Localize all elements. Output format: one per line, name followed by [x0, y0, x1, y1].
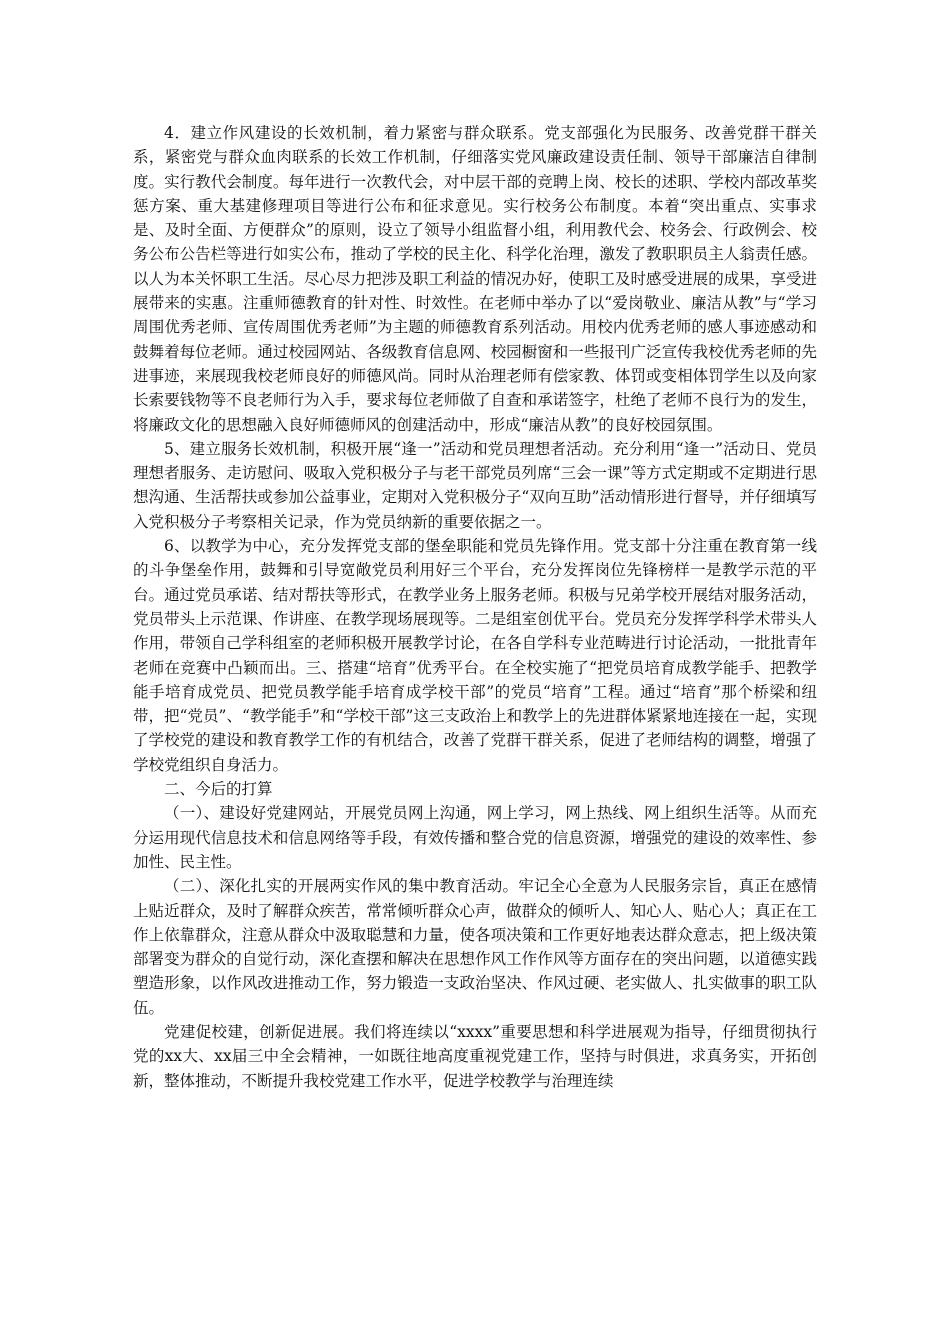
document-body	[133, 121, 817, 1093]
paragraph-item-6: 6、以教学为中心，充分发挥党支部的堡垒职能和党员先锋作用。党支部十分注重在教育第一线的斗争堡垒作用，鼓舞和引导宽敞党员利用好三个平台，充分发挥岗位先锋榜样一是教学示范的平台。通过党员承诺、结对帮扶等形式，在教学业务上服务老师。积极与兄弟学校开展结对服务活动，党员带头上示范课、作讲座、在教学现场展现等。二是组室创优平台。党员充分发挥学科学术带头人作用，带领自己学科组室的老师积极开展教学讨论，在各自学科专业范畴进行讨论活动，一批批青年老师在竞赛中凸颖而出。三、搭建“培育”优秀平台。在全校实施了“把党员培育成教学能手、把教学能手培育成党员、把党员教学能手培育成学校干部”的党员“培育”工程。通过“培育”那个桥梁和纽带，把“党员”、“教学能手”和“学校干部”这三支政治上和教学上的先进群体紧紧地连接在一起，实现了学校党的建设和教育教学工作的有机结合，改善了党群干群关系，促进了老师结构的调整，增强了学校党组织自身活力。	[133, 537, 817, 774]
paragraph-conclusion: 党建促校建，创新促进展。我们将连续以“xxxx”重要思想和科学进展观为指导，仔细贯彻执行党的xx大、xx届三中全会精神，一如既往地高度重视党建工作，坚持与时俱进，求真务实，开拓创新，整体推动，不断提升我校党建工作水平，促进学校教学与治理连续	[133, 1022, 817, 1090]
paragraph-item-5: 5、建立服务长效机制，积极开展“逢一”活动和党员理想者活动。充分利用“逢一”活动日、党员理想者服务、走访慰问、吸取入党积极分子与老干部党员列席“三会一课”等方式定期或不定期进行思想沟通、生活帮扶或参加公益事业，定期对入党积极分子“双向互助”活动情形进行督导，并仔细填写入党积极分子考察相关记录，作为党员纳新的重要依据之一。	[133, 439, 817, 531]
paragraph-plan-2: （二）、深化扎实的开展两实作风的集中教育活动。牢记全心全意为人民服务宗旨，真正在感情上贴近群众，及时了解群众疾苦，常常倾听群众心声，做群众的倾听人、知心人、贴心人；真正在工作上依靠群众，注意从群众中汲取聪慧和力量，使各项决策和工作更好地表达群众意志，把上级决策部署变为群众的自觉行动，深化查摆和解决在思想作风工作作风等方面存在的突出问题，以道德实践塑造形象，以作风改进推动工作，努力锻造一支政治坚决、作风过硬、老实做人、扎实做事的职工队伍。	[133, 877, 817, 1017]
paragraph-plan-1: （一）、建设好党建网站，开展党员网上沟通，网上学习，网上热线、网上组织生活等。从而充分运用现代信息技术和信息网络等手段，有效传播和整合党的信息资源，增强党的建设的效率性、参加性、民主性。	[133, 804, 817, 871]
section-heading-future-plans: 二、今后的打算	[164, 780, 273, 799]
paragraph-item-4: 4．建立作风建设的长效机制，着力紧密与群众联系。党支部强化为民服务、改善党群干群关系，紧密党与群众血肉联系的长效工作机制，仔细落实党风廉政建设责任制、领导干部廉洁自律制度。实行教代会制度。每年进行一次教代会，对中层干部的竞聘上岗、校长的述职、学校内部改革奖惩方案、重大基建修理项目等进行公布和征求意见。实行校务公布制度。本着“突出重点、实事求是、及时全面、方便群众”的原则，设立了领导小组监督小组，利用教代会、校务会、行政例会、校务公布公告栏等进行如实公布，推动了学校的民主化、科学化治理，激发了教职职员主人翁责任感。以人为本关怀职工生活。尽心尽力把涉及职工利益的情况办好，使职工及时感受进展的成果，享受进展带来的实惠。注重师德教育的针对性、时效性。在老师中举办了以“爱岗敬业、廉洁从教”与“学习周围优秀老师、宣传周围优秀老师”为主题的师德教育系列活动。用校内优秀老师的感人事迹感动和鼓舞着每位老师。通过校园网站、各级教育信息网、校园橱窗和一些报刊广泛宣传我校优秀老师的先进事迹，来展现我校老师良好的师德风尚。同时从治理老师有偿家教、体罚或变相体罚学生以及向家长索要钱物等不良老师行为入手，要求每位老师做了自查和承诺签字，杜绝了老师不良行为的发生，将廉政文化的思想融入良好师德师风的创建活动中，形成“廉洁从教”的良好校园氛围。	[133, 124, 817, 434]
